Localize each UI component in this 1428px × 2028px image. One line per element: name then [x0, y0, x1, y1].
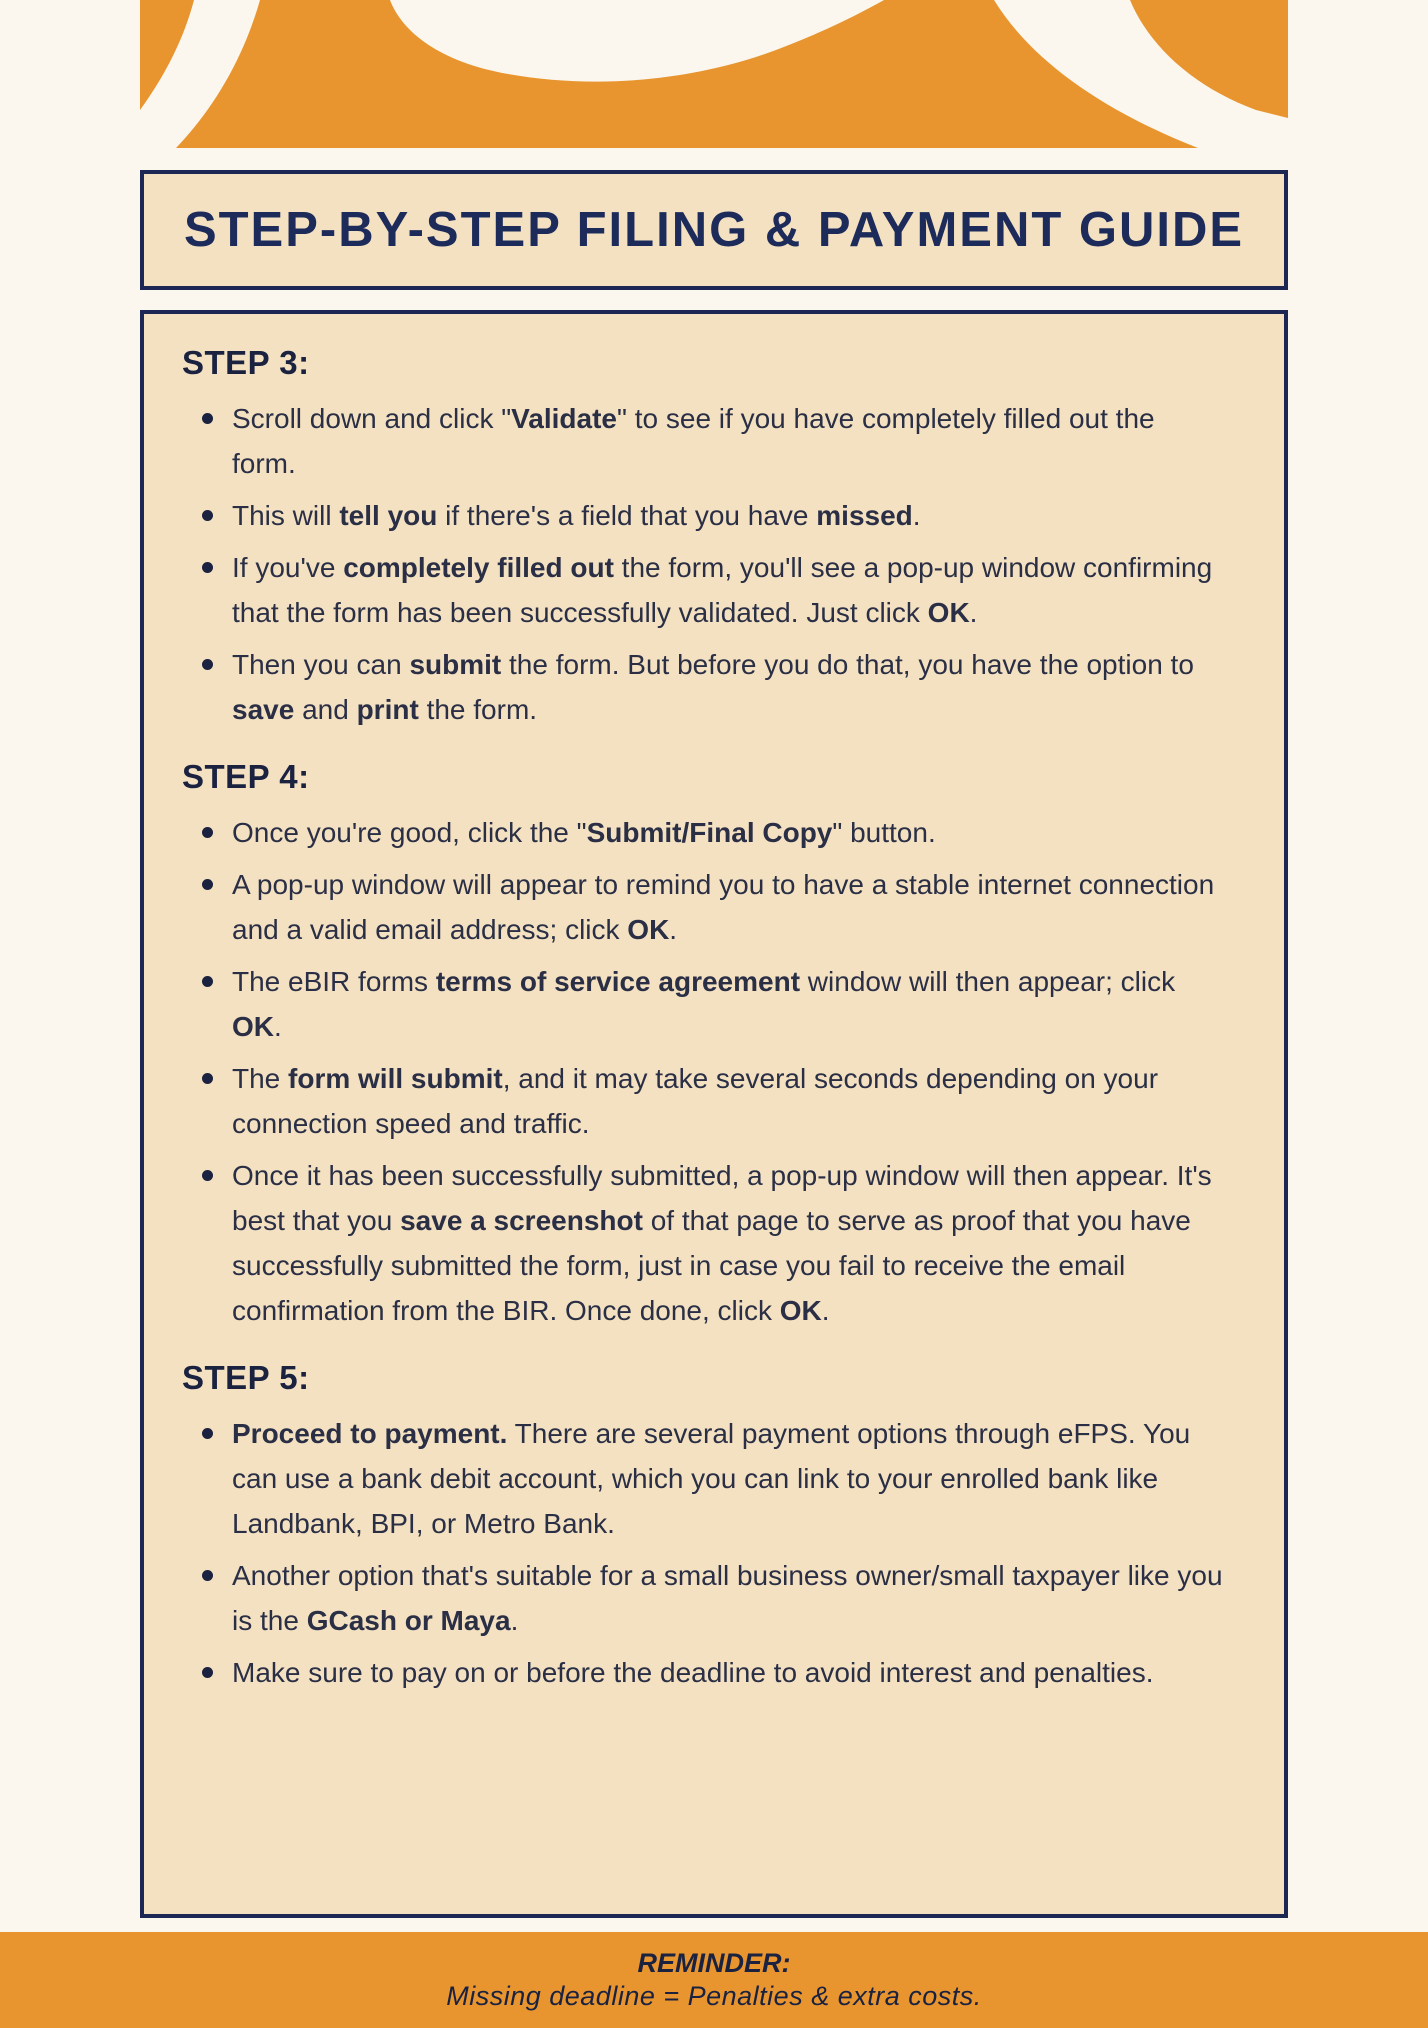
- bullet-text: .: [669, 914, 678, 945]
- bullet-text: Another option that's suitable for a small business owner/small taxpayer like you is the: [232, 1560, 1223, 1636]
- bullet-text: .: [821, 1295, 830, 1326]
- bullet-text: A pop-up window will appear to remind you to have a stable internet connection and a valid email address; click: [232, 869, 1215, 945]
- bullet-text: Scroll down and click ": [232, 403, 512, 434]
- step-heading: STEP 5:: [182, 1359, 310, 1396]
- bullet-text: the form. But before you do that, you have the option to: [501, 649, 1194, 680]
- bullet-text-bold: missed: [816, 500, 913, 531]
- reminder-message: Missing deadline = Penalties & extra costs.: [446, 1981, 982, 2011]
- bullet-text: Then you can: [232, 649, 410, 680]
- bullet-text: " button.: [832, 817, 936, 848]
- bullet-item: [196, 1411, 1224, 1546]
- bullet-text: if there's a field that you have: [437, 500, 817, 531]
- bullet-text-bold: tell you: [339, 500, 438, 531]
- bullet-text: , and it may take several seconds depending on your connection speed and traffic.: [232, 1063, 1159, 1139]
- bullet-text: and: [294, 694, 357, 725]
- bullet-item: [196, 862, 1224, 952]
- reminder-bar: [0, 1932, 1428, 2028]
- bullet-text: If you've: [232, 552, 344, 583]
- reminder-heading: REMINDER:: [637, 1948, 791, 1978]
- step-section: [182, 1359, 1224, 1695]
- bullet-text: the form.: [418, 694, 538, 725]
- bullet-text: .: [510, 1605, 519, 1636]
- title-banner: [140, 170, 1288, 290]
- bullet-text-bold: Proceed to payment.: [232, 1418, 508, 1449]
- wave-pattern-graphic: [140, 0, 1288, 148]
- bullet-text-bold: Validate: [511, 403, 618, 434]
- bullet-item: [196, 1056, 1224, 1146]
- bullet-text-bold: OK: [232, 1011, 274, 1042]
- bullet-text: of that page to serve as proof that you have successfully submitted the form, just in case you fail to receive the email confirmation from the BIR. Once done, click: [232, 1205, 1191, 1326]
- bullet-text: This will: [232, 500, 340, 531]
- bullet-text: " to see if you have completely filled out the form.: [232, 403, 1155, 479]
- bullet-text: .: [969, 597, 978, 628]
- bullet-text-bold: save a screenshot: [400, 1205, 643, 1236]
- bullet-text-bold: GCash or Maya: [306, 1605, 511, 1636]
- bullet-item: [196, 396, 1224, 486]
- decorative-wave-banner: [140, 0, 1288, 148]
- content-column: [140, 0, 1288, 1932]
- bullet-text: There are several payment options through eFPS. You can use a bank debit account, which you can link to your enrolled bank like Landbank, BPI, or Metro Bank.: [232, 1418, 1191, 1539]
- bullet-list: [182, 1411, 1224, 1695]
- bullet-item: [196, 1650, 1224, 1695]
- page-title: STEP-BY-STEP FILING & PAYMENT GUIDE: [183, 203, 1245, 257]
- bullet-text-bold: submit: [409, 649, 502, 680]
- bullet-text-bold: Submit/Final Copy: [586, 817, 833, 848]
- guide-content-box: [140, 310, 1288, 1918]
- bullet-text: The: [232, 1063, 289, 1094]
- bullet-item: [196, 810, 1224, 855]
- bullet-text-bold: OK: [779, 1295, 822, 1326]
- bullet-text-bold: terms of service agreement: [435, 966, 801, 997]
- bullet-text: the form, you'll see a pop-up window confirming that the form has been successfully validated. Just click: [232, 552, 1213, 628]
- bullet-text-bold: print: [356, 694, 419, 725]
- bullet-item: [196, 642, 1224, 732]
- step-heading: STEP 4:: [182, 758, 310, 795]
- steps-container: [182, 344, 1224, 1695]
- bullet-list: [182, 810, 1224, 1333]
- bullet-text-bold: OK: [627, 914, 670, 945]
- bullet-text: Once it has been successfully submitted, a pop-up window will then appear. It's best that you: [232, 1160, 1212, 1236]
- bullet-text-bold: form will submit: [288, 1063, 503, 1094]
- step-section: [182, 758, 1224, 1333]
- bullet-item: [196, 1553, 1224, 1643]
- bullet-item: [196, 959, 1224, 1049]
- bullet-text: .: [274, 1011, 282, 1042]
- bullet-text-bold: save: [232, 694, 295, 725]
- bullet-text: Once you're good, click the ": [232, 817, 587, 848]
- bullet-text: window will then appear; click: [800, 966, 1176, 997]
- bullet-text: .: [912, 500, 921, 531]
- bullet-item: [196, 493, 1224, 538]
- bullet-text: The eBIR forms: [232, 966, 436, 997]
- bullet-text: Make sure to pay on or before the deadline to avoid interest and penalties.: [232, 1657, 1154, 1688]
- bullet-list: [182, 396, 1224, 732]
- step-section: [182, 344, 1224, 732]
- bullet-text-bold: completely filled out: [343, 552, 614, 583]
- bullet-text-bold: OK: [927, 597, 970, 628]
- bullet-item: [196, 545, 1224, 635]
- bullet-item: [196, 1153, 1224, 1333]
- step-heading: STEP 3:: [182, 344, 310, 381]
